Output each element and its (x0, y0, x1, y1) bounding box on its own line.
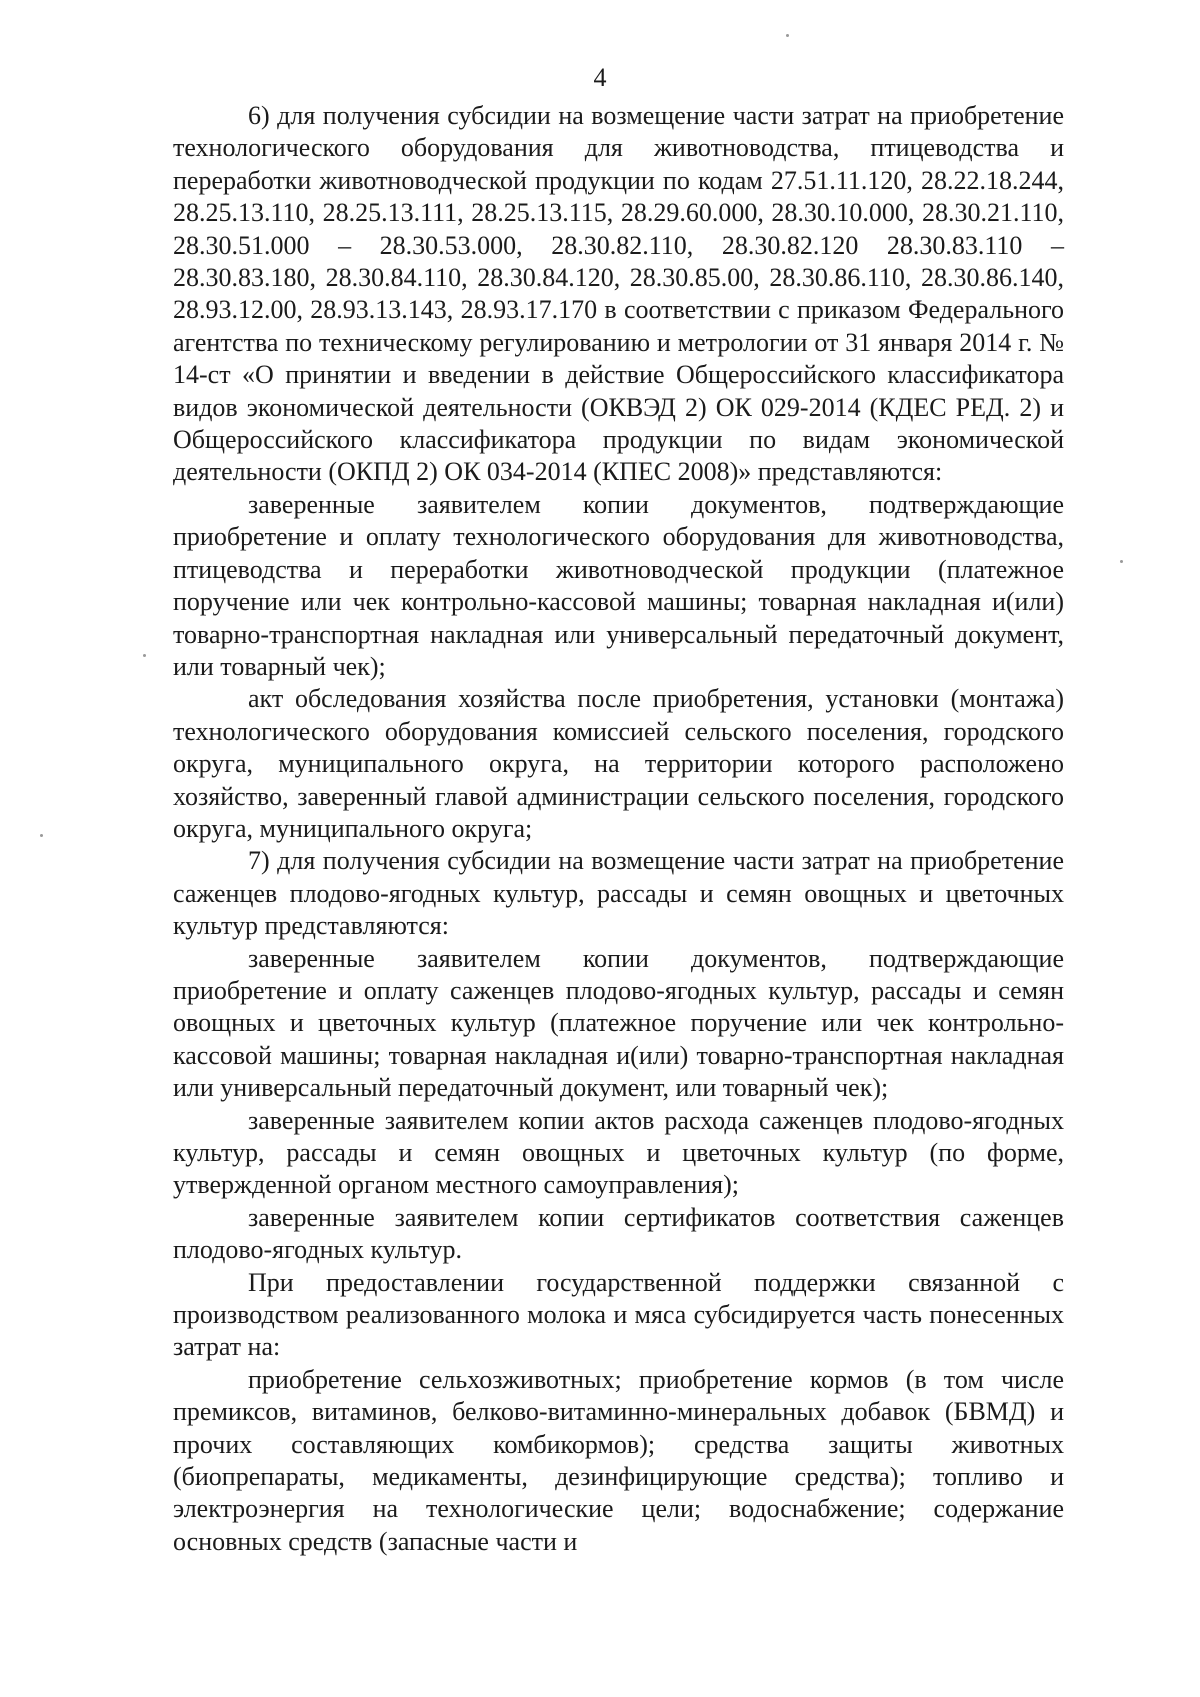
paragraph-milk-meat-support: При предоставлении государственной поддержки связанной с производством реализованного молока и мяса субсидируется часть понесенных затрат на: (173, 1267, 1064, 1362)
paragraph-item-6: 6) для получения субсидии на возмещение части затрат на приобретение технологического оборудования для животноводства, птицеводства и переработки животноводческой продукции по кодам 27.51.11.120, 28.22.18.244, 28.25.13.110, 28.25.13.111, 28.25.13.115, 28.29.60.000, 28.30.10.000, 28.30.21.110, 28.30.51.000 – 28.30.53.000, 28.30.82.110, 28.30.82.120 28.30.83.110 – 28.30.83.180, 28.30.84.110, 28.30.84.120, 28.30.85.00, 28.30.86.110, 28.30.86.140, 28.93.12.00, 28.93.13.143, 28.93.17.170 в соответствии с приказом Федерального агентства по техническому регулированию и метрологии от 31 января 2014 г. № 14-ст «О принятии и введении в действие Общероссийского классификатора видов экономической деятельности (ОКВЭД 2) ОК 029-2014 (КДЕС РЕД. 2) и Общероссийского классификатора продукции по видам экономической деятельности (ОКПД 2) ОК 034-2014 (КПЕС 2008)» представляются: (173, 101, 1064, 487)
paragraph-certificates: заверенные заявителем копии сертификатов соответствия саженцев плодово-ягодных культур. (173, 1202, 1064, 1265)
paragraph-seedlings-documents: заверенные заявителем копии документов, подтверждающие приобретение и оплату саженцев плодово-ягодных культур, рассады и семян овощных и цветочных культур (платежное поручение или чек контрольно-кассовой машины; товарная накладная и(или) товарно-транспортная накладная или универсальный передаточный документ, или товарный чек); (173, 943, 1064, 1103)
paragraph-cost-list: приобретение сельхозживотных; приобретение кормов (в том числе премиксов, витаминов, белково-витаминно-минеральных добавок (БВМД) и прочих составляющих комбикормов); средства защиты животных (биопрепараты, медикаменты, дезинфицирующие средства); топливо и электроэнергия на технологические цели; водоснабжение; содержание основных средств (запасные части и (173, 1364, 1064, 1556)
paragraph-equipment-documents: заверенные заявителем копии документов, подтверждающие приобретение и оплату технологического оборудования для животноводства, птицеводства и переработки животноводческой продукции (платежное поручение или чек контрольно-кассовой машины; товарная накладная и(или) товарно-транспортная накладная или универсальный передаточный документ, или товарный чек); (173, 489, 1064, 681)
paragraph-consumption-acts: заверенные заявителем копии актов расхода саженцев плодово-ягодных культур, рассады и семян овощных и цветочных культур (по форме, утвержденной органом местного самоуправления); (173, 1105, 1064, 1200)
scan-speck (786, 34, 789, 37)
document-body (173, 100, 1064, 1558)
scan-speck (143, 654, 146, 657)
page-number: 4 (593, 63, 607, 92)
scan-speck (40, 834, 43, 837)
scan-speck (1120, 560, 1123, 563)
paragraph-item-7: 7) для получения субсидии на возмещение части затрат на приобретение саженцев плодово-ягодных культур, рассады и семян овощных и цветочных культур представляются: (173, 846, 1064, 941)
paragraph-inspection-act: акт обследования хозяйства после приобретения, установки (монтажа) технологического оборудования комиссией сельского поселения, городского округа, муниципального округа, на территории которого расположено хозяйство, заверенный главой администрации сельского поселения, городского округа, муниципального округа; (173, 684, 1064, 843)
